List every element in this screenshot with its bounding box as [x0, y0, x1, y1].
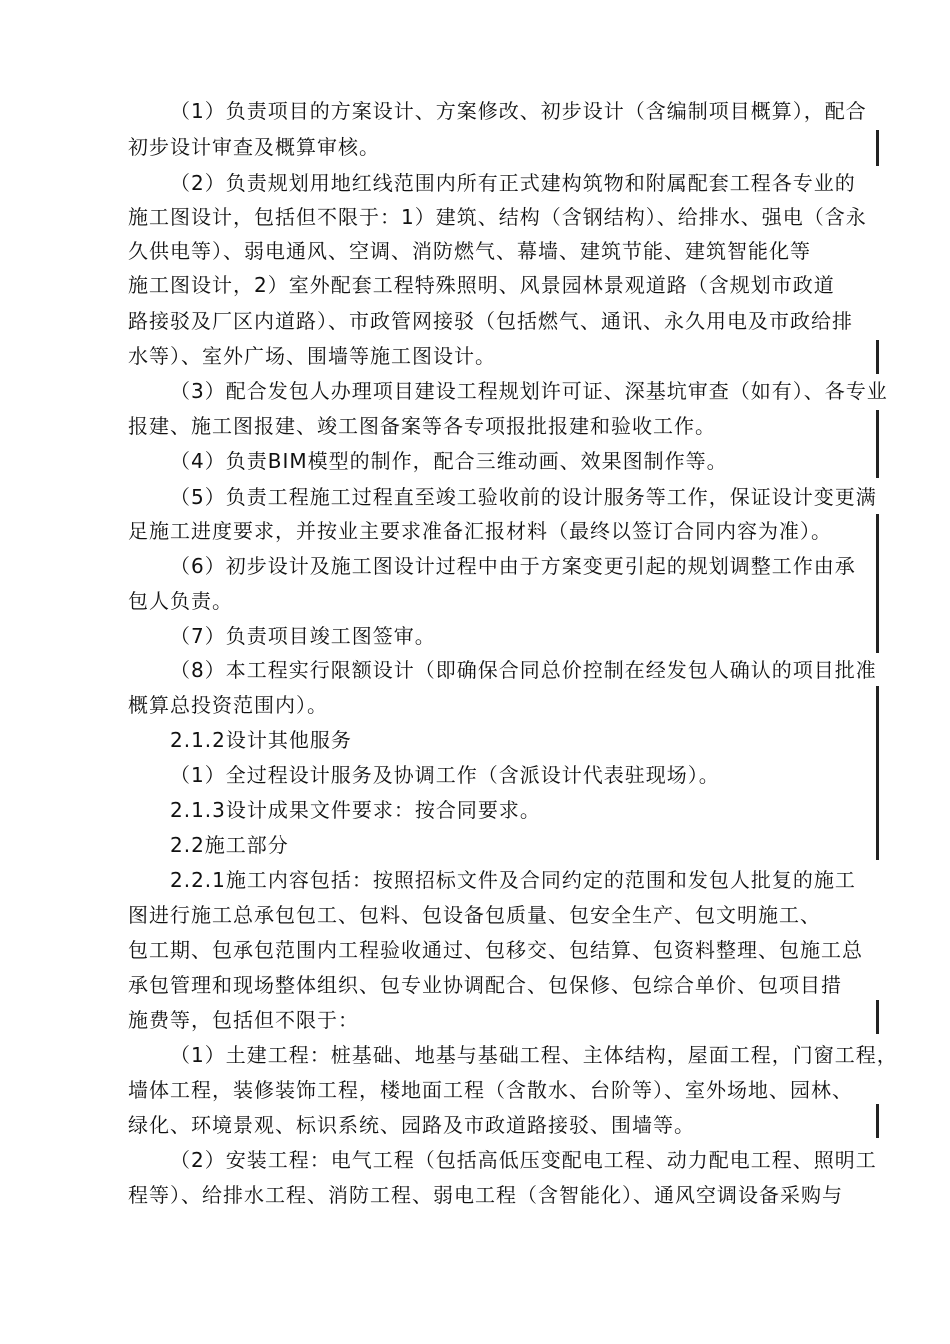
text-line: （8）本工程实行限额设计（即确保合同总价控制在经发包人确认的项目批准	[170, 658, 877, 682]
text-line: 施费等，包括但不限于：	[128, 1008, 359, 1032]
text-line: 包工期、包承包范围内工程验收通过、包移交、包结算、包资料整理、包施工总	[128, 938, 863, 962]
text-line: 绿化、环境景观、标识系统、园路及市政道路接驳、围墙等。	[128, 1113, 695, 1137]
text-line: （7）负责项目竣工图签审。	[170, 624, 436, 648]
text-line: 报建、施工图报建、竣工图备案等各专项报批报建和验收工作。	[128, 414, 716, 438]
section-heading: 2.2施工部分	[170, 833, 289, 857]
revision-bar	[876, 686, 879, 860]
revision-bar	[876, 514, 879, 550]
text-line: （1）负责项目的方案设计、方案修改、初步设计（含编制项目概算），配合	[170, 99, 867, 123]
revision-bar	[876, 1104, 879, 1138]
text-line: 程等）、给排水工程、消防工程、弱电工程（含智能化）、通风空调设备采购与	[128, 1183, 843, 1207]
text-line: 施工图设计，2）室外配套工程特殊照明、风景园林景观道路（含规划市政道	[128, 273, 835, 297]
text-line: 久供电等）、弱电通风、空调、消防燃气、幕墙、建筑节能、建筑智能化等	[128, 239, 811, 263]
text-line: （3）配合发包人办理项目建设工程规划许可证、深基坑审查（如有）、各专业	[170, 379, 888, 403]
text-line: 图进行施工总承包包工、包料、包设备包质量、包安全生产、包文明施工、	[128, 903, 821, 927]
revision-bar	[876, 340, 879, 374]
text-line: 路接驳及厂区内道路）、市政管网接驳（包括燃气、通讯、永久用电及市政给排	[128, 309, 853, 333]
text-line: 初步设计审查及概算审核。	[128, 135, 380, 159]
text-line: 施工图设计，包括但不限于：1）建筑、结构（含钢结构）、给排水、强电（含永	[128, 205, 867, 229]
text-line: （4）负责BIM模型的制作，配合三维动画、效果图制作等。	[170, 449, 728, 473]
revision-bar	[876, 1000, 879, 1034]
text-line: 承包管理和现场整体组织、包专业协调配合、包保修、包综合单价、包项目措	[128, 973, 842, 997]
text-line: （5）负责工程施工过程直至竣工验收前的设计服务等工作，保证设计变更满	[170, 485, 877, 509]
text-line: 2.2.1施工内容包括：按照招标文件及合同约定的范围和发包人批复的施工	[170, 868, 856, 892]
text-line: （2）负责规划用地红线范围内所有正式建构筑物和附属配套工程各专业的	[170, 171, 856, 195]
text-line: 概算总投资范围内）。	[128, 693, 328, 717]
text-line: 包人负责。	[128, 589, 233, 613]
text-line: （1）土建工程：桩基础、地基与基础工程、主体结构，屋面工程，门窗工程，	[170, 1043, 898, 1067]
revision-bar	[876, 549, 879, 653]
text-line: （1）全过程设计服务及协调工作（含派设计代表驻现场）。	[170, 763, 720, 787]
section-heading: 2.1.3设计成果文件要求：按合同要求。	[170, 798, 541, 822]
text-line: 足施工进度要求，并按业主要求准备汇报材料（最终以签订合同内容为准）。	[128, 519, 832, 543]
section-heading: 2.1.2设计其他服务	[170, 728, 352, 752]
revision-bar	[876, 130, 879, 166]
text-line: （6）初步设计及施工图设计过程中由于方案变更引起的规划调整工作由承	[170, 554, 856, 578]
text-line: 墙体工程，装修装饰工程，楼地面工程（含散水、台阶等）、室外场地、园林、	[128, 1078, 853, 1102]
text-line: （2）安装工程：电气工程（包括高低压变配电工程、动力配电工程、照明工	[170, 1148, 877, 1172]
revision-bar	[876, 410, 879, 478]
text-line: 水等）、室外广场、围墙等施工图设计。	[128, 344, 496, 368]
